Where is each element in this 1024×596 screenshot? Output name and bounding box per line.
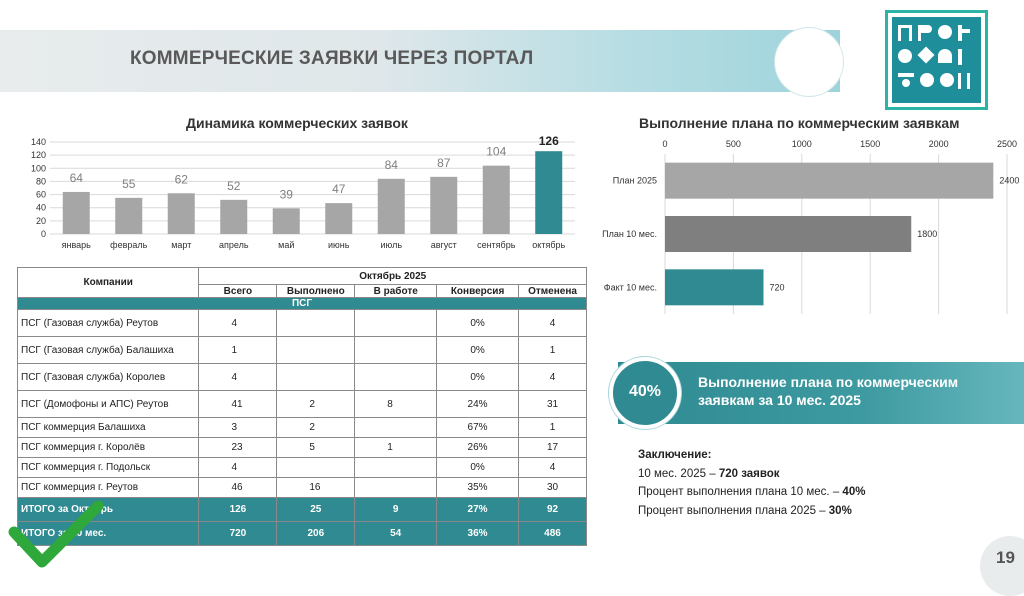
x-tick-label: январь xyxy=(61,240,91,250)
table-cell: 31 xyxy=(519,391,587,418)
company-name: ПСГ (Газовая служба) Балашиха xyxy=(18,337,199,364)
table-row xyxy=(18,391,587,418)
period-header: Октябрь 2025 xyxy=(199,268,587,285)
total-cell: 92 xyxy=(519,498,587,522)
data-label: 1800 xyxy=(917,229,938,239)
col-header-done: Выполнено xyxy=(277,285,355,298)
col-header-conversion: Конверсия xyxy=(437,285,519,298)
table-cell xyxy=(355,337,437,364)
company-name: ПСГ коммерция Балашиха xyxy=(18,418,199,438)
table-cell: 67% xyxy=(437,418,519,438)
table-cell: 4 xyxy=(519,458,587,478)
conclusion-title: Заключение: xyxy=(638,449,712,461)
banner-text: Выполнение плана по коммерческим заявкам за 10 мес. 2025 xyxy=(698,374,959,408)
y-tick-label: 100 xyxy=(30,163,46,174)
data-label: 87 xyxy=(437,155,451,170)
total-cell: 9 xyxy=(355,498,437,522)
data-label: 39 xyxy=(279,187,293,202)
data-label: 104 xyxy=(486,144,507,159)
page-number: 19 xyxy=(996,548,1015,567)
bar xyxy=(115,198,142,234)
y-tick-label: План 2025 xyxy=(612,175,657,186)
table-cell: 4 xyxy=(519,310,587,337)
bar xyxy=(168,193,195,234)
y-tick-label: 40 xyxy=(35,202,46,213)
y-tick-label: 80 xyxy=(35,176,46,187)
checkmark-icon xyxy=(8,500,103,572)
bar xyxy=(378,179,405,234)
data-label: 47 xyxy=(332,182,346,197)
table-cell: 17 xyxy=(519,438,587,458)
bar xyxy=(273,208,300,234)
company-name: ПСГ (Газовая служба) Реутов xyxy=(18,310,199,337)
company-name: ПСГ коммерция г. Подольск xyxy=(18,458,199,478)
x-tick-label: апрель xyxy=(218,240,249,250)
company-name: ПСГ коммерция г. Королёв xyxy=(18,438,199,458)
bar xyxy=(220,200,247,234)
y-tick-label: 140 xyxy=(30,137,46,147)
page-title: КОММЕРЧЕСКИЕ ЗАЯВКИ ЧЕРЕЗ ПОРТАЛ xyxy=(130,48,534,69)
total-cell: 720 xyxy=(199,522,277,546)
y-tick-label: План 10 мес. xyxy=(602,229,657,239)
table-cell xyxy=(277,364,355,391)
table-cell: 3 xyxy=(199,418,277,438)
table-row xyxy=(18,364,587,391)
data-label: 84 xyxy=(384,157,398,172)
conclusion-line-1: 10 мес. 2025 – 720 заявок xyxy=(638,467,780,480)
y-tick-label: 20 xyxy=(35,215,46,226)
y-tick-label: 120 xyxy=(30,150,46,161)
x-tick-label: 500 xyxy=(725,139,741,149)
table-cell: 46 xyxy=(199,478,277,498)
table-cell xyxy=(277,337,355,364)
x-tick-label: 2000 xyxy=(928,139,949,149)
company-name: ПСГ (Домофоны и АПС) Реутов xyxy=(18,391,199,418)
table-cell: 0% xyxy=(437,310,519,337)
table-row xyxy=(18,337,587,364)
x-tick-label: август xyxy=(430,240,457,250)
bar xyxy=(665,216,911,252)
monthly-chart-title: Динамика коммерческих заявок xyxy=(186,115,408,131)
table-row xyxy=(18,310,587,337)
conclusion-line-2: Процент выполнения плана 10 мес. – 40% xyxy=(638,486,866,498)
table-cell: 1 xyxy=(355,438,437,458)
x-tick-label: февраль xyxy=(110,240,148,250)
bar xyxy=(535,151,562,234)
table-cell: 0% xyxy=(437,458,519,478)
percent-value: 40% xyxy=(628,383,662,400)
monthly-bar-chart xyxy=(20,130,585,255)
table-cell: 2 xyxy=(277,391,355,418)
company-logo xyxy=(885,10,988,110)
table-cell xyxy=(355,478,437,498)
plan-bar-chart xyxy=(595,134,1024,319)
x-tick-label: октябрь xyxy=(532,240,566,250)
table-cell xyxy=(355,418,437,438)
table-cell: 35% xyxy=(437,478,519,498)
total-label: ИТОГО за 10 мес. xyxy=(18,522,199,546)
table-cell: 24% xyxy=(437,391,519,418)
col-header-inwork: В работе xyxy=(355,285,437,298)
table-row xyxy=(18,478,587,498)
x-tick-label: 1500 xyxy=(860,139,881,149)
table-cell xyxy=(355,310,437,337)
bar xyxy=(325,203,352,234)
data-label: 126 xyxy=(538,134,559,149)
total-cell: 486 xyxy=(519,522,587,546)
company-name: ПСГ коммерция г. Реутов xyxy=(18,478,199,498)
total-cell: 27% xyxy=(437,498,519,522)
table-row xyxy=(18,438,587,458)
total-cell: 25 xyxy=(277,498,355,522)
total-label: ИТОГО за Октябрь xyxy=(18,498,199,522)
x-tick-label: 0 xyxy=(662,139,668,149)
table-cell: 23 xyxy=(199,438,277,458)
bar xyxy=(665,163,993,199)
table-cell: 2 xyxy=(277,418,355,438)
data-label: 2400 xyxy=(999,175,1020,186)
table-cell: 4 xyxy=(199,364,277,391)
table-cell: 1 xyxy=(519,337,587,364)
x-tick-label: июнь xyxy=(328,240,350,250)
conclusion-block xyxy=(638,446,865,520)
data-label: 55 xyxy=(122,176,136,191)
table-cell: 5 xyxy=(277,438,355,458)
table-cell: 1 xyxy=(199,337,277,364)
col-company-header: Компании xyxy=(18,268,199,298)
plan-chart-title: Выполнение плана по коммерческим заявкам xyxy=(639,115,960,131)
logo-mark xyxy=(892,17,981,103)
bar xyxy=(63,192,90,234)
conclusion-line-3: Процент выполнения плана 2025 – 30% xyxy=(638,504,852,517)
table-cell xyxy=(355,364,437,391)
table-cell: 4 xyxy=(519,364,587,391)
table-cell: 30 xyxy=(519,478,587,498)
total-cell: 54 xyxy=(355,522,437,546)
table-row xyxy=(18,418,587,438)
bar xyxy=(430,177,457,234)
x-tick-label: сентябрь xyxy=(477,240,516,250)
company-name: ПСГ (Газовая служба) Королев xyxy=(18,364,199,391)
table-cell xyxy=(355,458,437,478)
col-header-total: Всего xyxy=(199,285,277,298)
x-tick-label: май xyxy=(278,240,295,250)
bar xyxy=(483,166,510,234)
y-tick-label: Факт 10 мес. xyxy=(603,282,657,293)
x-tick-label: 2500 xyxy=(996,139,1018,149)
table-row xyxy=(18,458,587,478)
x-tick-label: июль xyxy=(380,240,403,250)
table-cell xyxy=(277,458,355,478)
y-tick-label: 0 xyxy=(40,229,46,239)
table-cell: 4 xyxy=(199,458,277,478)
table-cell: 4 xyxy=(199,310,277,337)
data-label: 64 xyxy=(69,170,83,185)
table-cell: 8 xyxy=(355,391,437,418)
table-cell: 16 xyxy=(277,478,355,498)
x-tick-label: 1000 xyxy=(791,139,812,149)
x-tick-label: март xyxy=(171,240,192,250)
table-cell: 41 xyxy=(199,391,277,418)
total-cell: 36% xyxy=(437,522,519,546)
data-label: 720 xyxy=(769,282,785,293)
total-cell: 206 xyxy=(277,522,355,546)
col-header-cancelled: Отменена xyxy=(519,285,587,298)
table-cell: 1 xyxy=(519,418,587,438)
group-header: ПСГ xyxy=(18,298,587,310)
y-tick-label: 60 xyxy=(35,189,46,200)
table-cell xyxy=(277,310,355,337)
table-cell: 26% xyxy=(437,438,519,458)
data-label: 52 xyxy=(227,178,241,193)
table-cell: 0% xyxy=(437,337,519,364)
total-cell: 126 xyxy=(199,498,277,522)
data-label: 62 xyxy=(174,172,188,187)
bar xyxy=(665,269,763,305)
table-cell: 0% xyxy=(437,364,519,391)
header-decor-circle xyxy=(775,28,843,96)
